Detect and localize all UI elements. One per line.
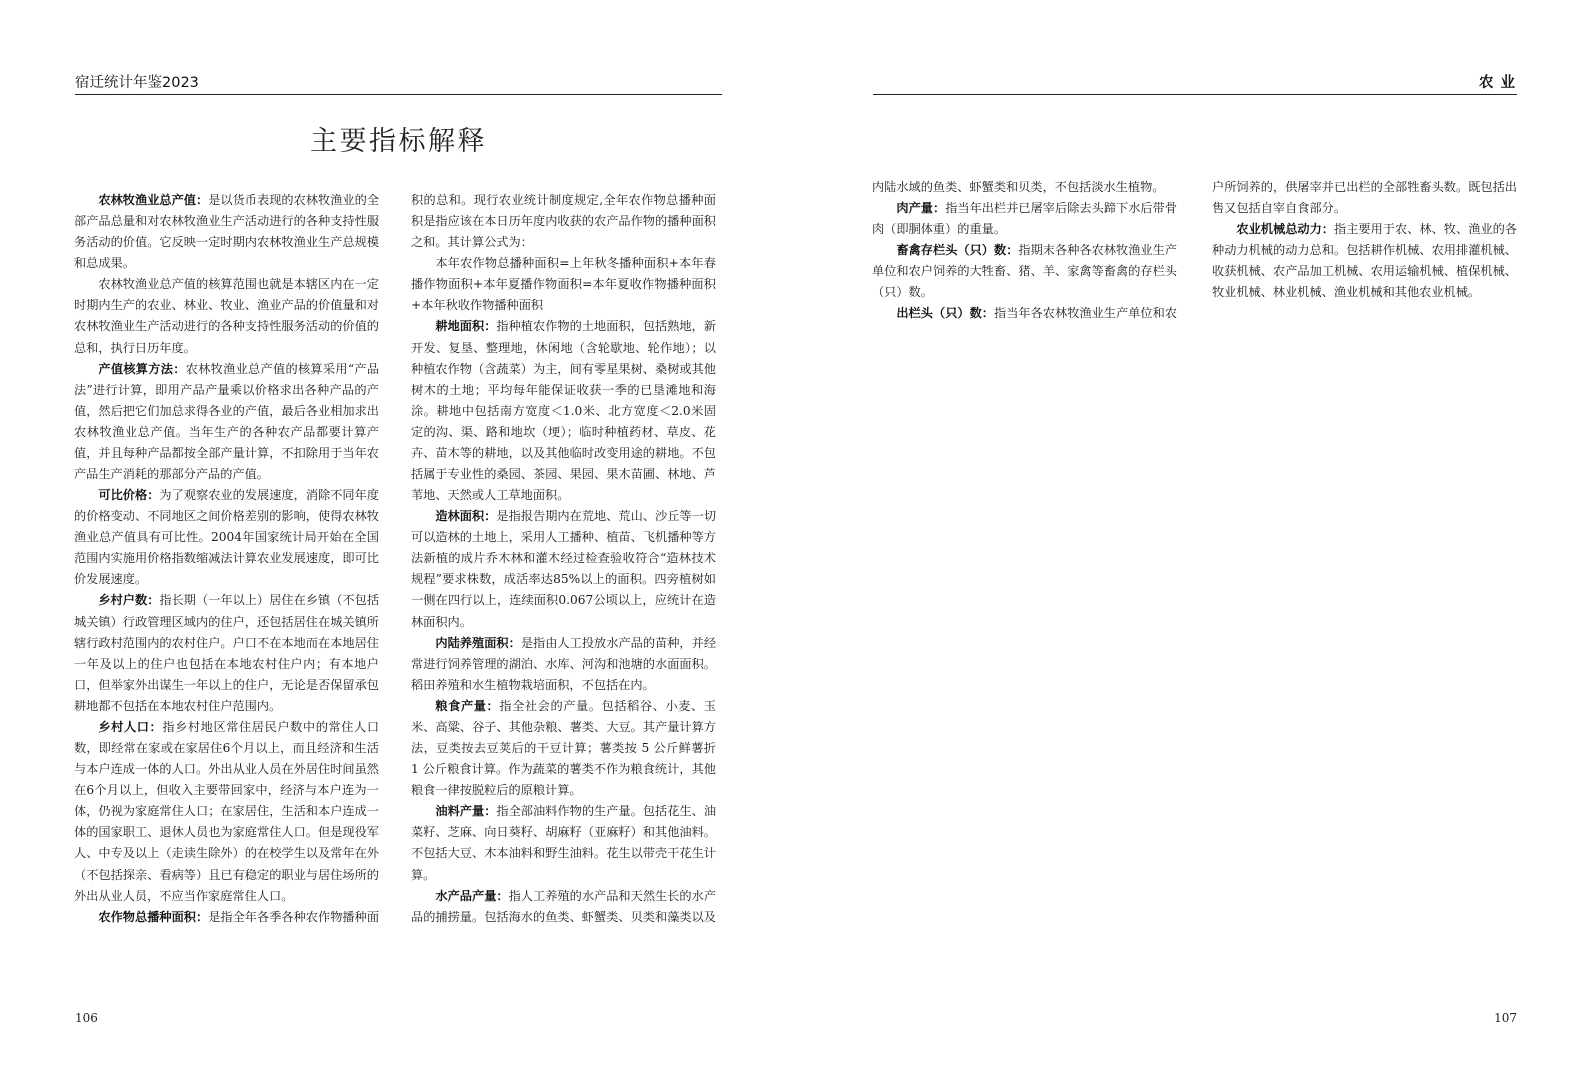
paragraph-rural-households	[74, 590, 379, 716]
paragraph-afforestation-area	[411, 506, 716, 632]
right-page-number: 107	[1494, 1011, 1517, 1025]
term-label: 水产品产量：	[435, 888, 509, 903]
paragraph-aquatic-products-output	[411, 886, 716, 928]
paragraph-comparable-price	[74, 485, 379, 590]
definition-text: 内陆水域的鱼类、虾蟹类和贝类，不包括淡水生植物。	[872, 180, 1165, 194]
paragraph-sown-area-formula	[411, 253, 716, 316]
right-page-column-2	[1212, 177, 1517, 303]
paragraph-gross-output-value	[74, 190, 379, 274]
definition-text: 指全部油料作物的生产量。包括花生、油菜籽、芝麻、向日葵籽、胡麻籽（亚麻籽）和其他油料。不包括大豆、木本油料和野生油料。花生以带壳干花生计算。	[411, 804, 717, 882]
paragraph-gross-output-scope	[74, 274, 379, 358]
definition-text: 农林牧渔业总产值的核算范围也就是本辖区内在一定时期内生产的农业、林业、牧业、渔业产品的价值量和对农林牧渔业生产活动进行的各种支持性服务活动的价值的总和，执行日历年度。	[74, 277, 379, 355]
formula-text: 本年农作物总播种面积=上年秋冬播种面积+本年春播作物面积+本年夏播作物面积=本年夏收作物播种面积+本年秋收作物播种面积	[411, 256, 716, 313]
definition-text: 指全社会的产量。包括稻谷、小麦、玉米、高粱、谷子、其他杂粮、薯类、大豆。其产量计算方法，豆类按去豆荚后的干豆计算；薯类按 5 公斤鲜薯折 1 公斤粮食计算。作为蔬菜的薯类不作为粮食统计，其他粮食一律按脱粒后的原粮计算。	[411, 698, 717, 798]
definition-text: 指乡村地区常住居民户数中的常住人口数，即经常在家或在家居住6个月以上，而且经济和生活与本户连成一体的人口。外出从业人员在外居住时间虽然在6个月以上，但收入主要带回家中，经济与本户连为一体，仍视为家庭常住人口；在家居住，生活和本户连成一体的国家职工、退休人员也为家庭常住人口。但是现役军人、中专及以上（走读生除外）的在校学生以及常年在外（不包括探亲、看病等）且已有稳定的职业与居住场所的外出从业人员，不应当作家庭常住人口。	[74, 719, 380, 903]
paragraph-livestock-slaughtered-continued	[1212, 177, 1517, 219]
term-label: 油料产量：	[435, 804, 497, 819]
definition-text: 指期末各种各农林牧渔业生产单位和农户饲养的大牲畜、猪、羊、家禽等畜禽的存栏头（只）数。	[872, 243, 1178, 300]
paragraph-output-accounting-method	[74, 359, 379, 485]
definition-text: 指长期（一年以上）居住在乡镇（不包括城关镇）行政管理区域内的住户，还包括居住在城关镇所辖行政村范围内的农村住户。户口不在本地而在本地居住一年及以上的住户也包括在本地农村住户内；有本地户口，但举家外出谋生一年以上的住户，无论是否保留承包耕地都不包括在本地农村住户范围内。	[74, 593, 380, 713]
paragraph-aquatic-products-output-continued	[872, 177, 1177, 198]
definition-text: 指人工养殖的水产品和天然生长的水产品的捕捞量。包括海水的鱼类、虾蟹类、贝类和藻类以及	[411, 888, 717, 924]
left-running-head: 宿迁统计年鉴2023	[75, 75, 199, 91]
left-page-column-2	[411, 190, 716, 928]
term-label: 出栏头（只）数：	[896, 306, 994, 321]
right-page-column-1	[872, 177, 1177, 325]
right-running-head: 农 业	[1478, 75, 1516, 91]
definition-text: 是指全年各季各种农作物播种面	[208, 909, 380, 924]
paragraph-inland-aquaculture-area	[411, 633, 716, 696]
definition-text: 指主要用于农、林、牧、渔业的各种动力机械的动力总和。包括耕作机械、农用排灌机械、收获机械、农产品加工机械、农用运输机械、植保机械、牧业机械、林业机械、渔业机械和其他农业机械。	[1212, 222, 1518, 300]
term-label: 造林面积：	[435, 509, 497, 524]
term-label: 可比价格：	[98, 488, 160, 503]
paragraph-livestock-stock	[872, 240, 1177, 303]
definition-text: 指种植农作物的土地面积，包括熟地，新开发、复垦、整理地，休闲地（含轮歇地、轮作地）；以种植农作物（含蔬菜）为主，间有零星果树、桑树或其他树木的土地；平均每年能保证收获一季的已垦滩地和海涂。耕地中包括南方宽度＜1.0米、北方宽度＜2.0米固定的沟、渠、路和地坎（埂）；临时种植药材、草皮、花卉、苗木等的耕地，以及其他临时改变用途的耕地。不包括属于专业性的桑园、茶园、果园、果木苗圃、林地、芦苇地、天然或人工草地面积。	[411, 319, 717, 503]
definition-text: 指当年出栏并已屠宰后除去头蹄下水后带骨肉（即胴体重）的重量。	[872, 201, 1178, 237]
term-label: 内陆养殖面积：	[435, 635, 521, 650]
page-title: 主要指标解释	[310, 126, 487, 157]
paragraph-livestock-slaughtered	[872, 303, 1177, 324]
paragraph-meat-output	[872, 198, 1177, 240]
term-label: 粮食产量：	[435, 698, 500, 713]
definition-text: 积的总和。现行农业统计制度规定,全年农作物总播种面积是指应该在本日历年度内收获的农产品作物的播种面积之和。其计算公式为：	[411, 193, 716, 250]
definition-text: 是以货币表现的农林牧渔业的全部产品总量和对农林牧渔业生产活动进行的各种支持性服务活动的价值。它反映一定时期内农林牧渔业生产总规模和总成果。	[74, 193, 380, 271]
paragraph-agricultural-machinery-power	[1212, 219, 1517, 303]
right-header-rule	[873, 94, 1517, 95]
term-label: 肉产量：	[896, 201, 946, 216]
paragraph-oil-crops-output	[411, 801, 716, 885]
term-label: 产值核算方法：	[98, 361, 186, 376]
term-label: 农林牧渔业总产值：	[98, 193, 209, 207]
definition-text: 为了观察农业的发展速度，消除不同年度的价格变动、不同地区之间价格差别的影响，使得农林牧渔业总产值具有可比性。2004年国家统计局开始在全国范围内实施用价格指数缩减法计算农业发展速度，即可比价发展速度。	[74, 488, 380, 587]
term-label: 耕地面积：	[435, 319, 497, 334]
paragraph-total-sown-area-continued	[411, 190, 716, 253]
term-label: 农业机械总动力：	[1236, 222, 1334, 237]
term-label: 乡村人口：	[98, 719, 163, 734]
term-label: 农作物总播种面积：	[98, 909, 209, 924]
left-header-rule	[75, 94, 722, 95]
paragraph-grain-output	[411, 696, 716, 801]
paragraph-cultivated-land-area	[411, 316, 716, 506]
definition-text: 农林牧渔业总产值的核算采用“产品法”进行计算，即用产品产量乘以价格求出各种产品的产值，然后把它们加总求得各业的产值，最后各业相加求出农林牧渔业总产值。当年生产的各种农产品都要计算产值，并且每种产品都按全部产量计算，不扣除用于当年农产品生产消耗的那部分产品的产值。	[74, 361, 380, 482]
term-label: 乡村户数：	[98, 593, 160, 608]
left-page-number: 106	[75, 1011, 98, 1025]
left-page-column-1	[74, 190, 379, 928]
term-label: 畜禽存栏头（只）数：	[896, 243, 1019, 258]
definition-text: 户所饲养的，供屠宰并已出栏的全部牲畜头数。既包括出售又包括自宰自食部分。	[1212, 180, 1517, 216]
paragraph-total-sown-area	[74, 907, 379, 928]
definition-text: 是指报告期内在荒地、荒山、沙丘等一切可以造林的土地上，采用人工播种、植苗、飞机播种等方法新植的成片乔木林和灌木经过检查验收符合“造林技术规程”要求株数，成活率达85%以上的面积。四旁植树如一侧在四行以上，连续面积0.067公顷以上，应统计在造林面积内。	[411, 509, 717, 629]
definition-text: 指当年各农林牧渔业生产单位和农	[994, 306, 1178, 321]
paragraph-rural-population	[74, 717, 379, 907]
definition-text: 是指由人工投放水产品的苗种，并经常进行饲养管理的湖泊、水库、河沟和池塘的水面面积。稻田养殖和水生植物栽培面积，不包括在内。	[411, 635, 717, 692]
